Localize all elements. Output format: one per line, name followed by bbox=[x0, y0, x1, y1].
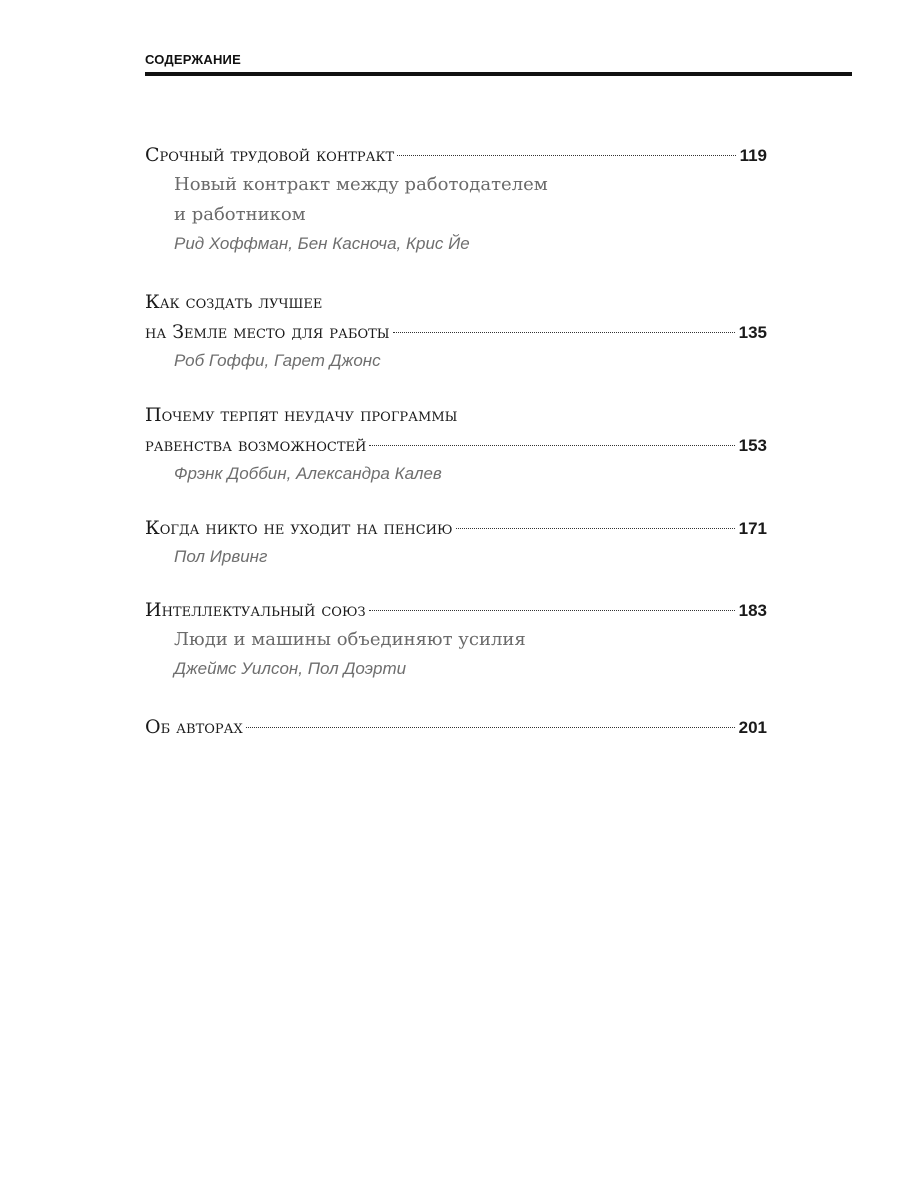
dot-leader bbox=[393, 332, 735, 333]
page-number: 119 bbox=[739, 146, 767, 165]
toc-entry[interactable] bbox=[145, 400, 767, 488]
toc-authors: Рид Хоффман, Бен Касноча, Крис Йе bbox=[174, 234, 470, 253]
toc-subtitle: и работником bbox=[174, 204, 306, 225]
dot-leader bbox=[456, 528, 735, 529]
toc-title: равенства возможностей bbox=[145, 434, 367, 456]
dot-leader bbox=[397, 155, 735, 156]
toc-title: на Земле место для работы bbox=[145, 321, 390, 343]
dot-leader bbox=[369, 445, 734, 446]
page-number: 135 bbox=[738, 323, 767, 342]
toc-entry[interactable] bbox=[145, 595, 767, 683]
toc-title-row bbox=[145, 595, 767, 625]
toc-title-row bbox=[145, 317, 767, 347]
dot-leader bbox=[369, 610, 735, 611]
page-number: 201 bbox=[738, 718, 767, 737]
toc-entry[interactable] bbox=[145, 712, 767, 742]
toc-entry[interactable] bbox=[145, 140, 767, 258]
toc-authors: Фрэнк Доббин, Александра Калев bbox=[174, 464, 442, 483]
header-rule bbox=[145, 72, 852, 76]
toc-title: Когда никто не уходит на пенсию bbox=[145, 517, 453, 539]
toc-title: Срочный трудовой контракт bbox=[145, 144, 395, 166]
running-header: СОДЕРЖАНИЕ bbox=[145, 52, 241, 67]
toc-title: Интеллектуальный союз bbox=[145, 599, 366, 621]
toc-title: Об авторах bbox=[145, 716, 243, 738]
toc-authors: Джеймс Уилсон, Пол Доэрти bbox=[174, 659, 407, 678]
toc-title-row bbox=[145, 140, 767, 170]
toc-authors: Роб Гоффи, Гарет Джонс bbox=[174, 351, 381, 370]
page-number: 183 bbox=[738, 601, 767, 620]
page-number: 153 bbox=[738, 436, 767, 455]
toc-title-row bbox=[145, 430, 767, 460]
toc-subtitle: Люди и машины объединяют усилия bbox=[174, 629, 526, 650]
toc-title-row bbox=[145, 712, 767, 742]
toc-entry[interactable] bbox=[145, 287, 767, 375]
dot-leader bbox=[246, 727, 735, 728]
toc-title-row bbox=[145, 513, 767, 543]
toc-title: Почему терпят неудачу программы bbox=[145, 404, 458, 426]
page-number: 171 bbox=[738, 519, 767, 538]
toc-entry[interactable] bbox=[145, 513, 767, 571]
toc-title: Как создать лучшее bbox=[145, 291, 323, 313]
toc-authors: Пол Ирвинг bbox=[174, 547, 268, 566]
toc-subtitle: Новый контракт между работодателем bbox=[174, 174, 548, 195]
